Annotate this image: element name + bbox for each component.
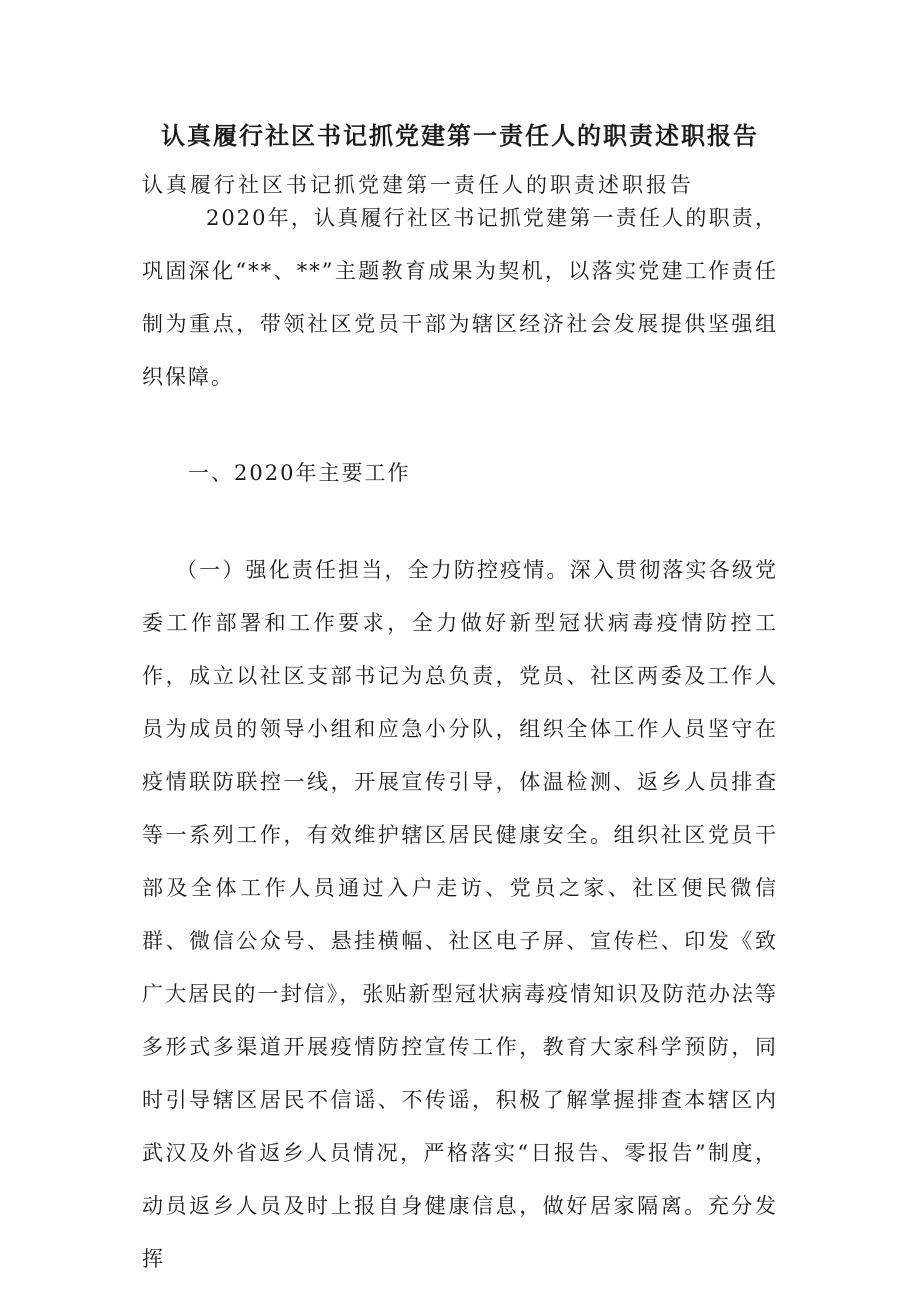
body-paragraph: （一）强化责任担当，全力防控疫情。深入贯彻落实各级党委工作部署和工作要求，全力做好新型冠状病毒疫情防控工作，成立以社区支部书记为总负责，党员、社区两委及工作人员为成员的领导小组和应急小分队，组织全体工作人员坚守在疫情联防联控一线，开展宣传引导，体温检测、返乡人员排查等一系列工作，有效维护辖区居民健康安全。组织社区党员干部及全体工作人员通过入户走访、党员之家、社区便民微信群、微信公众号、悬挂横幅、社区电子屏、宣传栏、印发《致广大居民的一封信》，张贴新型冠状病毒疫情知识及防范办法等多形式多渠道开展疫情防控宣传工作，教育大家科学预防，同时引导辖区居民不信谣、不传谣，积极了解掌握排查本辖区内武汉及外省返乡人员情况，严格落实“日报告、零报告”制度，动员返乡人员及时上报自身健康信息，做好居家隔离。充分发挥 [142,558,778,1271]
section-heading: 一、2020年主要工作 [188,461,411,485]
document-title: 认真履行社区书记抓党建第一责任人的职责述职报告 [161,121,759,150]
intro-paragraph: 2020年，认真履行社区书记抓党建第一责任人的职责，巩固深化“**、**”主题教育成果为契机，以落实党建工作责任制为重点，带领社区党员干部为辖区经济社会发展提供坚强组织保障。 [142,206,778,389]
document-subtitle: 认真履行社区书记抓党建第一责任人的职责述职报告 [142,173,694,197]
